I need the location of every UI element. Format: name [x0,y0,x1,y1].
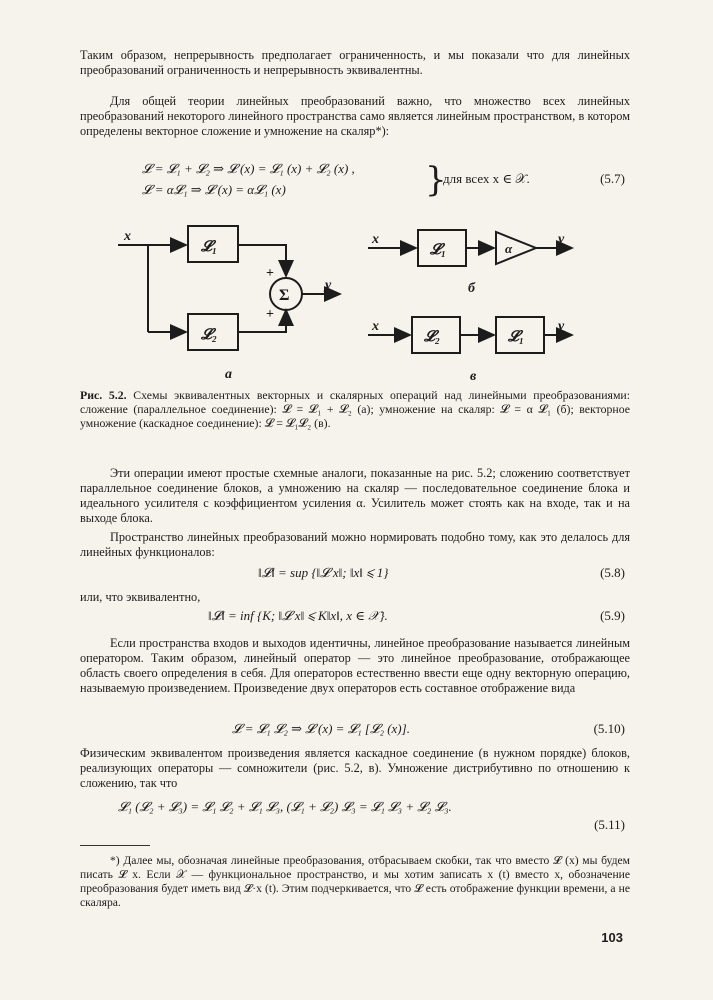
paragraph-5: Если пространства входов и выходов идентичны, линейное преобразование называется линейным оператором. Таким образом, линейный оператор — это линейное преобразование, отображающее область своего определения в себя. Для операторов естественно ввести еще одну векторную операцию, называемую произведением. Произведение двух операторов есть составное отображение вида [80,636,630,695]
eq510-number: (5.10) [593,721,625,736]
equation-5-11-number-row [0,816,713,834]
equation-5-8 [0,564,713,582]
footnote: *) Далее мы, обозначая линейные преобразования, отбрасываем скобки, так что вместо 𝓛 (x) мы будем писать 𝓛 x. Если 𝒳 — функциональное пространство, и мы хотим записать x (t) вместо x, обозначение преобразования будет иметь вид 𝓛·x (t). Этим подчеркивается, что 𝓛 есть отображение функции времени, а не скаляра. [80,854,630,909]
caption-label: Рис. 5.2. [80,388,127,402]
caption-text: Схемы эквивалентных векторных и скалярных операций над линейными преобразованиями: сложение (параллельное соединение): 𝓛 = 𝓛₁ + 𝓛₂ (а); умножение на скаляр: 𝓛 = α 𝓛₁ (б); векторное умножение (каскадное соединение): 𝓛 = 𝓛₁𝓛₂ (в). [80,388,630,430]
b-amplifier [496,232,536,264]
b-block-label: 𝓛₁ [430,242,447,258]
eq57-line1: 𝓛 = 𝓛₁ + 𝓛₂ ⇒ 𝓛 (x) = 𝓛₁ (x) + 𝓛₂ (x) , [142,161,355,176]
c-input-label: x [372,319,379,334]
figure-caption [80,388,630,430]
page-number: 103 [601,930,623,945]
a-upper-to-sum [238,245,286,276]
a-plus-1: + [266,266,274,281]
a-plus-2: + [266,307,274,322]
a-input-label: x [124,229,131,244]
c-output-label: y [558,319,565,334]
footnote-rule [80,845,150,846]
right-brace: } [425,160,447,200]
b-input-label: x [372,232,379,247]
a-lower-to-sum [238,310,286,332]
b-amp-label: α [505,241,513,256]
c-block-1-label: 𝓛₂ [424,329,441,345]
a-block-1-label: 𝓛₁ [201,239,218,255]
c-block-2-label: 𝓛₁ [508,329,525,345]
eq57-condition: для всех x ∈ 𝒳. [443,171,530,186]
equation-5-9 [0,607,713,625]
a-sum-label: Σ [279,287,290,304]
eq510-formula: 𝓛 = 𝓛₁ 𝓛₂ ⇒ 𝓛 (x) = 𝓛₁ [𝓛₂ (x)]. [232,721,410,736]
equation-5-10 [0,720,713,738]
eq57-line2: 𝓛 = α𝓛₁ ⇒ 𝓛 (x) = α𝓛₁ (x) [142,182,286,197]
paragraph-6: Физическим эквивалентом произведения является каскадное соединение (в нужном порядке) блоков, реализующих операторы — сомножители (рис. 5.2, в). Умножение дистрибутивно по отношению к сложению, так что [80,746,630,790]
c-diagram-label: в [470,369,477,384]
paragraph-2: Для общей теории линейных преобразований важно, что множество всех линейных преобразований некоторого линейного пространства само является линейным пространством, в котором определены векторное сложение и умножение на скаляр*): [80,94,630,138]
eq57-number: (5.7) [600,171,625,186]
eq59-formula: ‖𝓛‖ = inf {K; ‖𝓛 x‖ ⩽ K‖x‖, x ∈ 𝒳}. [208,608,388,623]
equation-5-7-condition [0,170,713,188]
or-equivalently: или, что эквивалентно, [80,590,201,604]
a-diagram-label: а [225,367,232,382]
paragraph-1: Таким образом, непрерывность предполагает ограниченность, и мы показали что для линейных преобразований ограниченность и непрерывность эквивалентны. [80,48,630,77]
a-block-2-label: 𝓛₂ [201,327,218,343]
paragraph-4: Пространство линейных преобразований можно нормировать подобно тому, как это делалось для линейных функционалов: [80,530,630,559]
eq511-formula: 𝓛₁ (𝓛₂ + 𝓛₃) = 𝓛₁ 𝓛₂ + 𝓛₁ 𝓛₃, (𝓛₁ + 𝓛₂) 𝓛₃ = 𝓛₁ 𝓛₃ + 𝓛₂ 𝓛₃. [118,799,452,814]
eq58-number: (5.8) [600,565,625,580]
eq59-number: (5.9) [600,608,625,623]
paragraph-3: Эти операции имеют простые схемные аналоги, показанные на рис. 5.2; сложению соответствует параллельное соединение блоков, а умножению на скаляр — последовательное соединение блока и идеального усилителя с коэффициентом усиления α. Усилитель может стоять как на входе, так и на выходе блока. [80,466,630,525]
equation-5-11 [0,798,713,816]
eq511-number: (5.11) [594,817,625,832]
figure-5-2 [0,215,713,390]
eq58-formula: ‖𝓛‖ = sup {‖𝓛 x‖; ‖x‖ ⩽ 1} [258,565,389,580]
b-output-label: y [558,232,565,247]
b-diagram-label: б [468,281,475,296]
a-output-label: y [325,278,332,293]
